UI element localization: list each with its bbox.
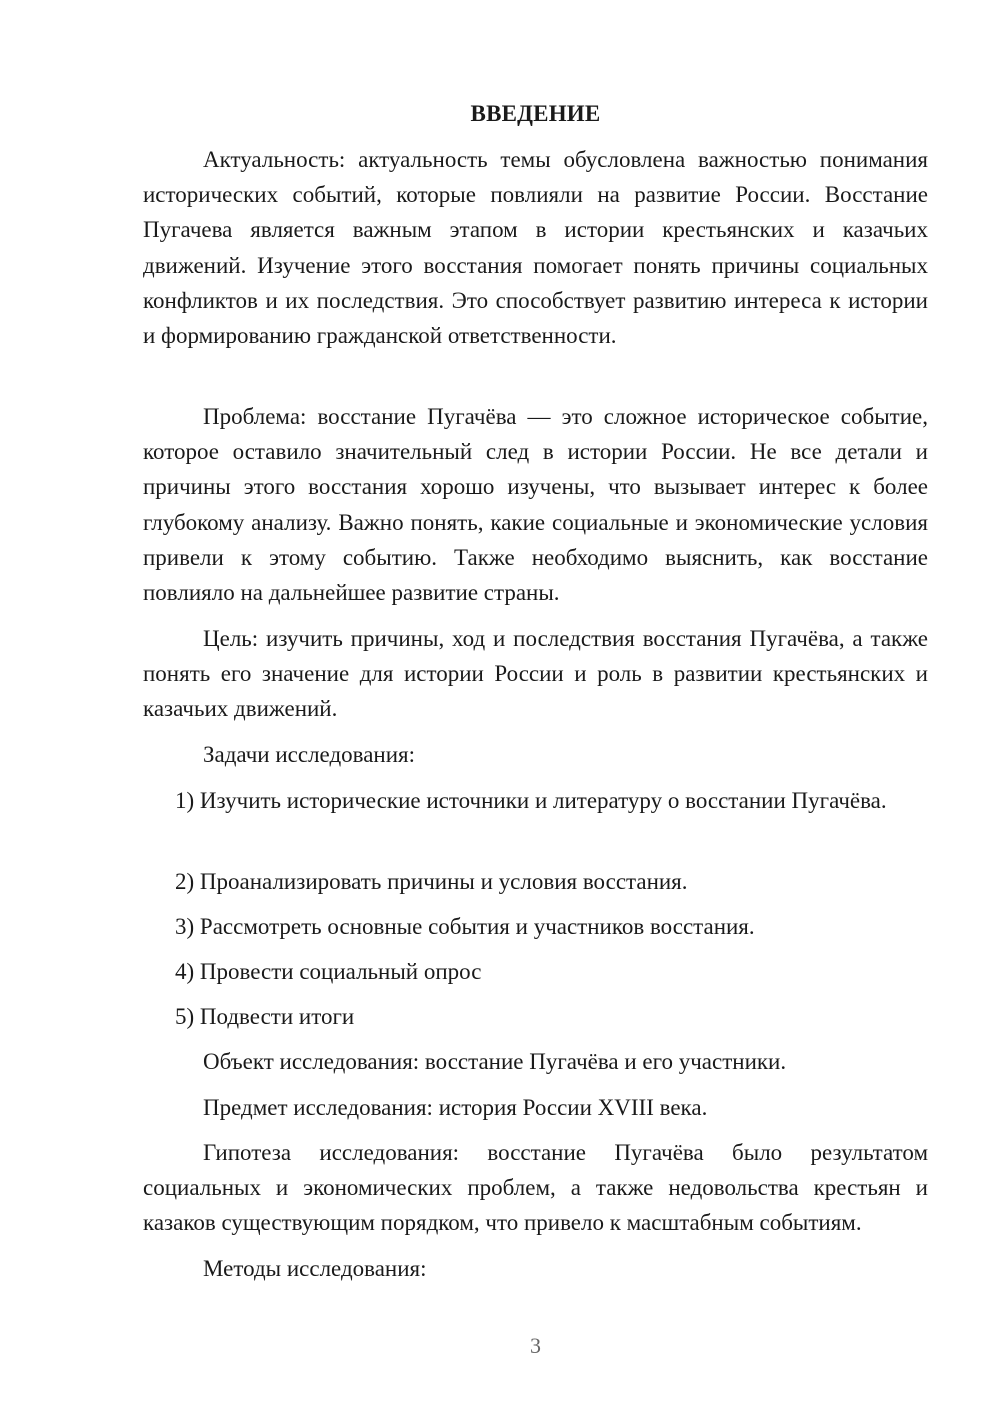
list-item-task-2: 2) Проанализировать причины и условия восстания. [175, 869, 688, 894]
list-item-task-1: 1) Изучить исторические источники и литературу о восстании Пугачёва. [175, 788, 887, 813]
list-item-task-5: 5) Подвести итоги [175, 1004, 355, 1029]
paragraph-methods: Методы исследования: [203, 1256, 427, 1281]
paragraph-subject: Предмет исследования: история России XVIII века. [203, 1095, 708, 1120]
list-item-task-3: 3) Рассмотреть основные события и участников восстания. [175, 914, 755, 939]
list-item-task-4: 4) Провести социальный опрос [175, 959, 482, 984]
paragraph-object: Объект исследования: восстание Пугачёва и его участники. [203, 1049, 787, 1074]
page-number: 3 [530, 1333, 541, 1358]
paragraph-problem: Проблема: восстание Пугачёва — это сложное историческое событие, которое оставило значительный след в истории России. Не все детали и причины этого восстания хорошо изучены, что вызывает интерес к более глубокому анализу. Важно понять, какие социальные и экономические условия привели к этому событию. Также необходимо выяснить, как восстание повлияло на дальнейшее развитие страны. [143, 404, 928, 606]
paragraph-hypothesis: Гипотеза исследования: восстание Пугачёва было результатом социальных и экономических проблем, а также недовольства крестьян и казаков существующим порядком, что привело к масштабным событиям. [143, 1140, 928, 1236]
document-page [143, 0, 928, 1414]
page-title: ВВЕДЕНИЕ [470, 101, 601, 126]
paragraph-relevance: Актуальность: актуальность темы обусловлена важностью понимания исторических событий, которые повлияли на развитие России. Восстание Пугачева является важным этапом в истории крестьянских и казачьих движений. Изучение этого восстания помогает понять причины социальных конфликтов и их последствия. Это способствует развитию интереса к истории и формированию гражданской ответственности. [143, 147, 928, 349]
paragraph-tasks-title: Задачи исследования: [203, 742, 416, 767]
paragraph-goal: Цель: изучить причины, ход и последствия восстания Пугачёва, а также понять его значение для истории России и роль в развитии крестьянских и казачьих движений. [143, 626, 928, 722]
